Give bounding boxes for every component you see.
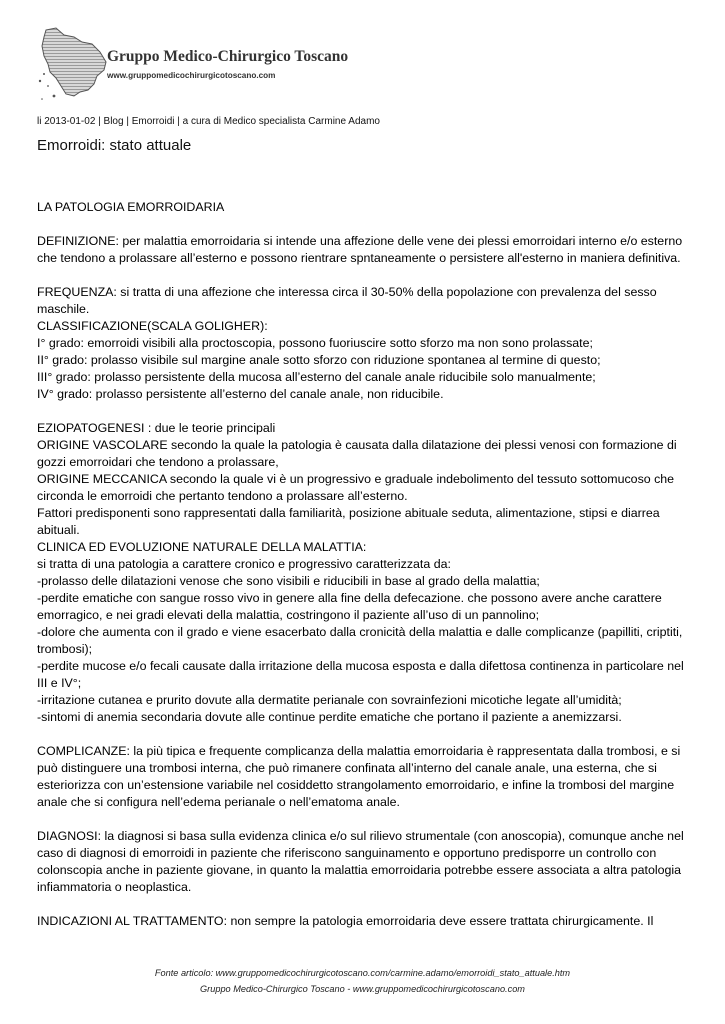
article-title: Emorroidi: stato attuale bbox=[37, 137, 192, 154]
article-body bbox=[37, 199, 692, 930]
paragraph-frequenza-classificazione: FREQUENZA: si tratta di una affezione che interessa circa il 30-50% della popolazione con prevalenza del sesso maschile. CLASSIFICAZIONE(SCALA GOLIGHER): I° grado: emorroidi visibili alla proctoscopia, possono fuoriuscire sotto sforzo ma non sono prolassate; II° grado: prolasso visibile sul margine anale sotto sforzo con riduzione spontanea al termine di questo; III° grado: prolasso persistente della mucosa all’esterno del canale anale riducibile solo manualmente; IV° grado: prolasso persistente all’esterno del canale anale, non riducibile. bbox=[37, 285, 657, 401]
section-heading: LA PATOLOGIA EMORROIDARIA bbox=[37, 200, 225, 214]
page-footer bbox=[0, 965, 725, 997]
brand-url[interactable]: www.gruppomedicochirurgicotoscano.com bbox=[107, 71, 276, 80]
paragraph-definizione: DEFINIZIONE: per malattia emorroidaria si intende una affezione delle vene dei plessi emorroidari interno e/o esterno che tendono a prolassare all’esterno e possono rientrare spntaneamente o persistere all'esterno in maniera definitiva. bbox=[37, 234, 683, 265]
footer-source-link[interactable]: Fonte articolo: www.gruppomedicochirurgicotoscano.com/carmine.adamo/emorroidi_stato_attuale.htm bbox=[154, 968, 571, 978]
paragraph-indicazioni: INDICAZIONI AL TRATTAMENTO: non sempre la patologia emorroidaria deve essere trattata chirurgicamente. Il bbox=[37, 914, 654, 928]
footer-site-link[interactable]: Gruppo Medico-Chirurgico Toscano - www.gruppomedicochirurgicotoscano.com bbox=[200, 984, 525, 994]
tuscany-map-logo bbox=[34, 26, 112, 106]
paragraph-complicanze: COMPLICANZE: la più tipica e frequente complicanza della malattia emorroidaria è rappresentata dalla trombosi, e si può distinguere una trombosi interna, che può rimanere confinata all’interno del canale anale, una esterna, che si esteriorizza con un’estensione variabile nel cosiddetto strangolamento emorroidario, e infine la trombosi del margine anale che si configura nell’edema perianale o nell’ematoma anale. bbox=[37, 744, 681, 809]
brand-name: Gruppo Medico-Chirurgico Toscano bbox=[107, 48, 349, 65]
paragraph-diagnosi: DIAGNOSI: la diagnosi si basa sulla evidenza clinica e/o sul rilievo strumentale (con anoscopia), comunque anche nel caso di diagnosi di emorroidi in paziente che riferiscono sanguinamento e opportuno predisporre un controllo con colonscopia anche in paziente giovane, in quanto la malattia emorroidaria potrebbe essere associata a altra patologia infiammatoria o neoplastica. bbox=[37, 829, 684, 894]
paragraph-eziopatogenesi-clinica: EZIOPATOGENESI : due le teorie principali ORIGINE VASCOLARE secondo la quale la patologia è causata dalla dilatazione dei plessi venosi con formazione di gozzi emorroidari che tendono a prolassare, ORIGINE MECCANICA secondo la quale vi è un progressivo e graduale indebolimento del tessuto sottomucoso che circonda le emorroidi che pertanto tendono a prolassare all’esterno. Fattori predisponenti sono rappresentati dalla familiarità, posizione abituale seduta, alimentazione, stipsi e diarrea abituali. CLINICA ED EVOLUZIONE NATURALE DELLA MALATTIA: si tratta di una patologia a carattere cronico e progressivo caratterizzata da: -prolasso delle dilatazioni venose che sono visibili e riducibili in base al grado della malattia; -perdite ematiche con sangue rosso vivo in genere alla fine della defecazione. che possono avere anche carattere emorragico, e nei gradi elevati della malattia, costringono il paziente all’uso di un pannolino; -dolore che aumenta con il grado e viene esacerbato dalla cronicità della malattia e dalle complicanze (papilliti, criptiti, trombosi); -perdite mucose e/o fecali causate dalla irritazione della mucosa esposta e dalla difettosa continenza in particolare nel III e IV°; -irritazione cutanea e prurito dovute alla dermatite perianale con sovrainfezioni micotiche legate all’umidità; -sintomi di anemia secondaria dovute alle continue perdite ematiche che portano il paziente a anemizzarsi. bbox=[37, 421, 684, 724]
site-header bbox=[34, 26, 434, 108]
post-meta: li 2013-01-02 | Blog | Emorroidi | a cura di Medico specialista Carmine Adamo bbox=[37, 116, 380, 127]
